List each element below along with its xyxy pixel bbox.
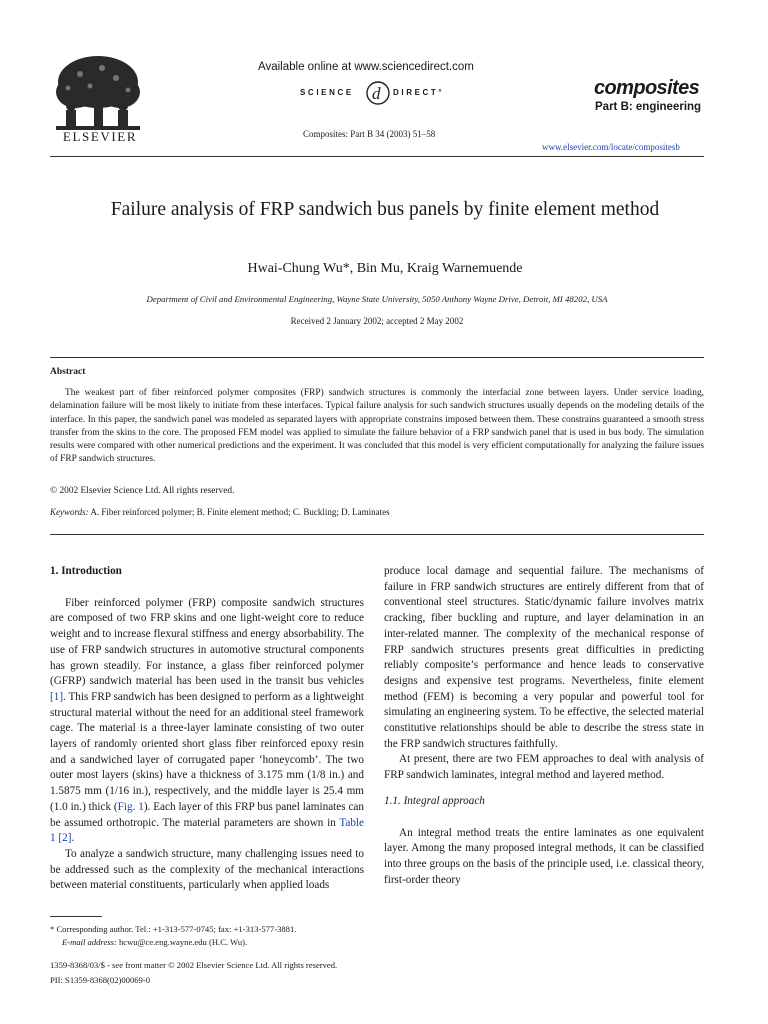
paragraph-1-text-b: . This FRP sandwich has been designed to perform as a lightweight structural material without the need for an additional steel framework cage. The material is a three-layer laminate consisting of two outer layers of randomly oriented short glass fiber reinforced epoxy resin and a sandwiched layer of corrugated paper ‘honeycomb’. The two outer most layers (skins) have a thickness of 3.175 mm (1/8 in.) and 1.5875 mm (1/16 in.), respectively, and the middle layer is 25.4 mm (1.0 in.) thick ( xyxy=(50,690,364,813)
footnote-email-label: E-mail address: xyxy=(62,937,117,947)
journal-name: composites xyxy=(594,77,700,99)
issn-line: 1359-8368/03/$ - see front matter © 2002 Elsevier Science Ltd. All rights reserved. xyxy=(50,960,338,970)
corresponding-author-footnote xyxy=(50,923,364,949)
received-dates: Received 2 January 2002; accepted 2 May 2002 xyxy=(290,316,464,326)
footnote-corresponding: * Corresponding author. Tel.: +1-313-577-0745; fax: +1-313-577-3881. xyxy=(50,924,297,934)
keywords xyxy=(50,507,390,517)
keywords-label: Keywords: xyxy=(50,507,89,517)
abstract-bottom-divider xyxy=(50,534,704,535)
author-affiliation: Department of Civil and Environmental Engineering, Wayne State University, 5050 Anthony Wayne Drive, Detroit, MI 48202, USA xyxy=(146,294,608,304)
article-authors: Hwai-Chung Wu*, Bin Mu, Kraig Warnemuende xyxy=(247,261,523,276)
footnote-email[interactable]: hcwu@ce.eng.wayne.edu (H.C. Wu). xyxy=(116,937,248,947)
section-heading-introduction: 1. Introduction xyxy=(50,565,122,577)
footnote-divider xyxy=(50,916,102,917)
paragraph-1-text-c: ). Each layer of this FRP bus panel laminates can be assumed orthotropic. The material parameters are shown in xyxy=(50,800,364,829)
abstract-copyright: © 2002 Elsevier Science Ltd. All rights reserved. xyxy=(50,486,235,496)
paragraph-4: An integral method treats the entire laminates as one equivalent layer. Among the many proposed integral methods, it can be classified into three groups on the basis of the principle used, i.e. classical theory, first-order theory xyxy=(384,826,704,886)
keywords-list: A. Fiber reinforced polymer; B. Finite element method; C. Buckling; D. Laminates xyxy=(88,507,390,517)
paragraph-2-continued: produce local damage and sequential failure. The mechanisms of failure in FRP sandwich structures are entirely different from that of conventional steel structures. Static/dynamic failure involves matrix cracking, fiber buckling and rupture, and layer delamination in an inter-related manner. The complexity of the mechanical response of FRP sandwich structures presents great difficulties in predicting reliably composite’s performance and hence leads to conservative designs and expensive test programs. Nevertheless, finite element method (FEM) is becoming a very popular and powerful tool for simulating an engineering system. To be effective, the selected material constitutive relationships should be able to describe the stress state in the FRP sandwich structures faithfully. xyxy=(384,565,704,750)
figure-link-1[interactable]: Fig. 1 xyxy=(117,800,144,813)
journal-reference: Composites: Part B 34 (2003) 51–58 xyxy=(303,129,436,139)
publisher-name: ELSEVIER xyxy=(62,129,138,144)
abstract-heading: Abstract xyxy=(50,367,86,377)
header-divider xyxy=(50,156,704,157)
paragraph-2: To analyze a sandwich structure, many challenging issues need to be addressed such as the complexity of the mechanical interactions between material constituents, particularly when applied loads xyxy=(50,847,364,892)
table-link-1[interactable]: Table 1 [2] xyxy=(50,816,364,845)
paragraph-1 xyxy=(50,596,364,847)
article-title: Failure analysis of FRP sandwich bus panels by finite element method xyxy=(110,199,660,220)
subsection-heading-integral: 1.1. Integral approach xyxy=(384,794,485,807)
paragraph-3: At present, there are two FEM approaches to deal with analysis of FRP sandwich laminates, integral method and layered method. xyxy=(384,753,704,782)
paragraph-1-text-d: . xyxy=(71,832,75,845)
left-column xyxy=(50,564,364,894)
abstract-text: The weakest part of fiber reinforced polymer composites (FRP) sandwich structures is commonly the interfacial zone between layers. Under service loading, delamination failure will be most likely to initiate from these interfaces. Typical failure analysis for such sandwich structures usually depends on the modeling details of the interface. In this paper, the sandwich panel was modeled as separated layers with appropriate constrains imposed between them. These constrains guaranteed a smooth stress transfer from the skins to the core. The proposed FEM model was applied to simulate the failure behavior of a FRP sandwich panel that is used in bus body. The simulation results were compared with other numerical predictions and the experiment. It was concluded that this model is very efficient computationally for analyzing the failure issues of FRP sandwich structures. xyxy=(50,388,704,465)
sciencedirect-left-word: SCIENCE xyxy=(300,88,354,97)
available-online-text: Available online at www.sciencedirect.com xyxy=(258,61,474,73)
right-column xyxy=(384,564,704,888)
abstract-top-divider xyxy=(50,357,704,358)
journal-part: Part B: engineering xyxy=(595,101,702,113)
sciencedirect-right-word: DIRECT° xyxy=(393,88,445,97)
pii-line: PII: S1359-8368(02)00069-0 xyxy=(50,975,151,985)
journal-url-link[interactable]: www.elsevier.com/locate/compositesb xyxy=(542,142,680,152)
reference-link-1[interactable]: [1] xyxy=(50,690,64,703)
svg-text:d: d xyxy=(372,84,381,103)
paragraph-1-text-a: Fiber reinforced polymer (FRP) composite sandwich structures are composed of two FRP skins and one light-weight core to reduce weight and to increase flexural stiffness and energy absorbability. The use of FRP sandwich structures in automotive structural components has grown steadily. For instance, a glass fiber reinforced polymer (GFRP) sandwich material has been used in the transit bus vehicles xyxy=(50,596,364,688)
